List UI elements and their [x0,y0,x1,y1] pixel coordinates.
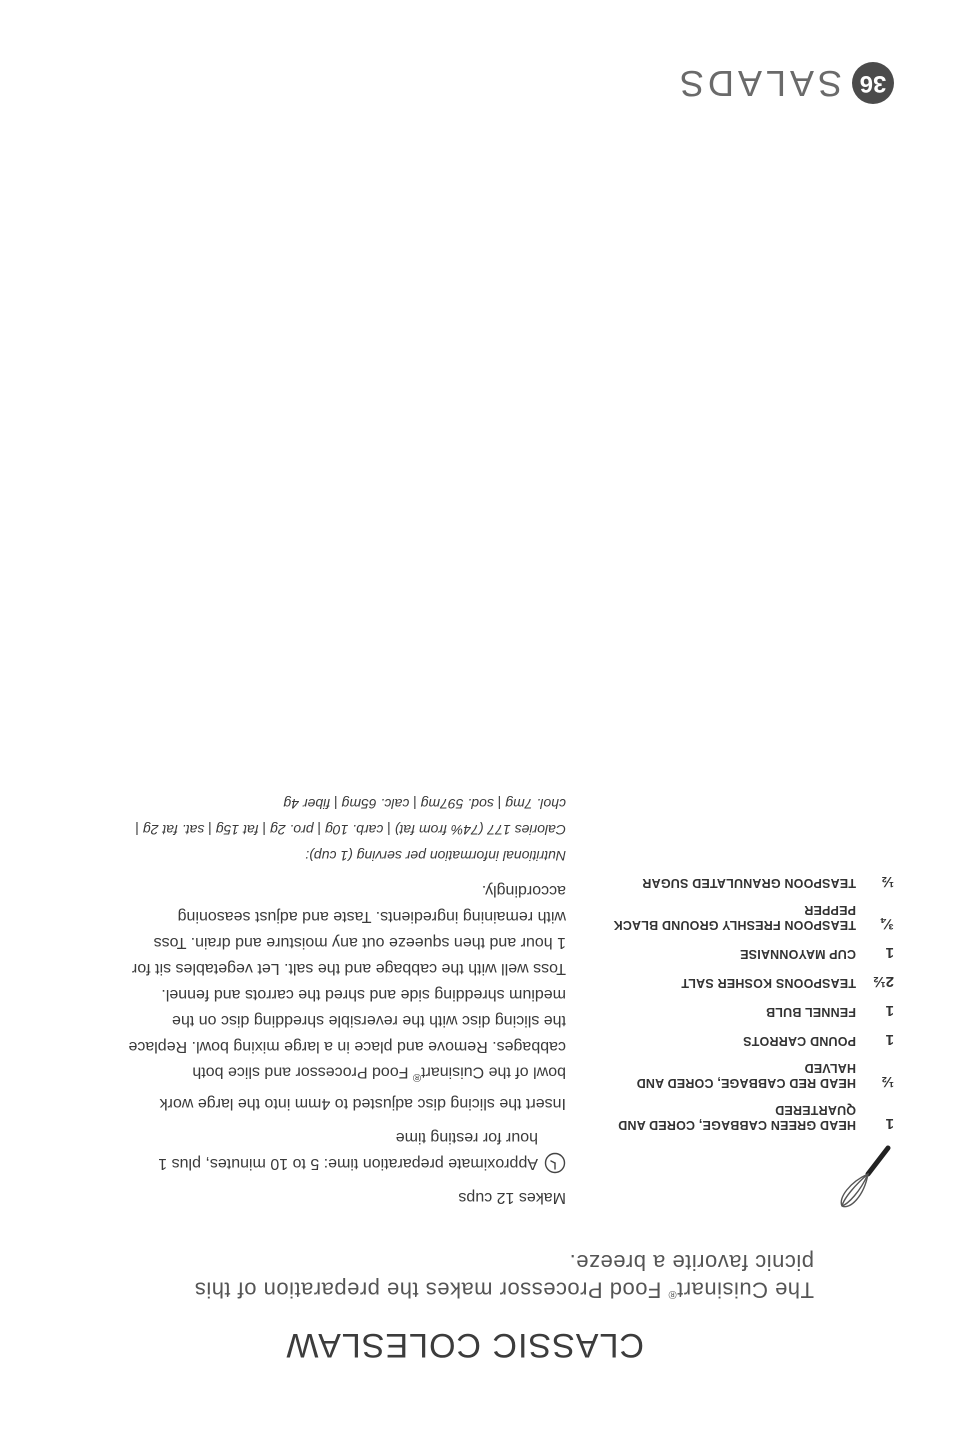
prep-time-text: Approximate preparation time: 5 to 10 minutes, plus 1 hour for resting time [158,1129,538,1172]
ingredient-quantity: 1 [885,944,894,961]
instructions [126,877,566,1116]
ingredient-quantity: ½ [881,873,894,890]
subtitle-text-cont: Food Processor makes the preparation of this picnic favorite a breeze. [194,1249,814,1303]
ingredient-text: FENNEL BULB [765,1005,856,1019]
ingredient-item [594,1060,894,1090]
section-title: SALADS [675,63,842,104]
ingredient-quantity: 1 [885,1115,894,1132]
nutrition-info: Calories 177 (74% from fat) | carb. 10g | pro. 2g | fat 15g | sat. fat 2g | chol. 7mg | sod. 597mg | calc. 65mg | fiber 4g [135,795,566,838]
ingredient-quantity: 2½ [873,973,894,990]
ingredient-text: HEAD GREEN CABBAGE, CORED AND QUARTERED [618,1103,856,1132]
instructions-text-cont: Food Processor and slice both cabbages. Remove and place in a large mixing bowl. Replace the slicing disc with the reversible shredding disc on the medium shredding side and shred the carrots and fennel. Toss well with the cabbage and the salt. Let vegetables sit for 1 hour and then squeeze out any moisture and drain. Toss with remaining ingredients. Taste and adjust seasoning accordingly. [128,881,566,1081]
ingredient-text: HEAD RED CABBAGE, CORED AND HALVED [636,1061,856,1090]
recipe-details [126,791,566,1210]
ingredients-list [594,861,894,1132]
ingredient-item [594,1002,894,1019]
prep-time [126,1124,566,1176]
recipe-title: CLASSIC COLESLAW [285,1326,644,1364]
ingredient-text: TEASPOON FRESHLY GROUND BLACK PEPPER [613,903,856,932]
registered-mark: ® [412,1071,422,1083]
clock-icon [544,1152,566,1174]
ingredient-text: POUND CARROTS [742,1034,856,1048]
ingredient-item [594,944,894,961]
ingredient-item [594,1102,894,1132]
ingredient-text: CUP MAYONNAISE [739,947,856,961]
ingredient-text: TEASPOONS KOSHER SALT [681,976,856,990]
ingredient-item [594,902,894,932]
ingredient-text: TEASPOON GRANULATED SUGAR [642,876,856,890]
ingredient-item [594,1031,894,1048]
subtitle-text: The Cuisinart [676,1277,814,1303]
page-number: 36 [859,70,887,97]
whisk-icon [838,1144,894,1210]
ingredient-quantity: ½ [881,1073,894,1090]
ingredient-item [594,873,894,890]
instructions-text: Insert the slicing disc adjusted to 4mm into the large work bowl of the Cuisinart [159,1063,566,1112]
ingredient-quantity: 1 [885,1031,894,1048]
ingredient-quantity: 1 [885,1002,894,1019]
nutrition-heading: Nutritional information per serving (1 cup): [305,847,566,864]
yield-text: Makes 12 cups [458,1189,566,1206]
ingredient-item [594,973,894,990]
registered-mark: ® [668,1288,677,1300]
recipe-subtitle [154,1248,814,1308]
page-number-badge [852,62,894,104]
ingredient-quantity: ¾ [881,915,894,932]
